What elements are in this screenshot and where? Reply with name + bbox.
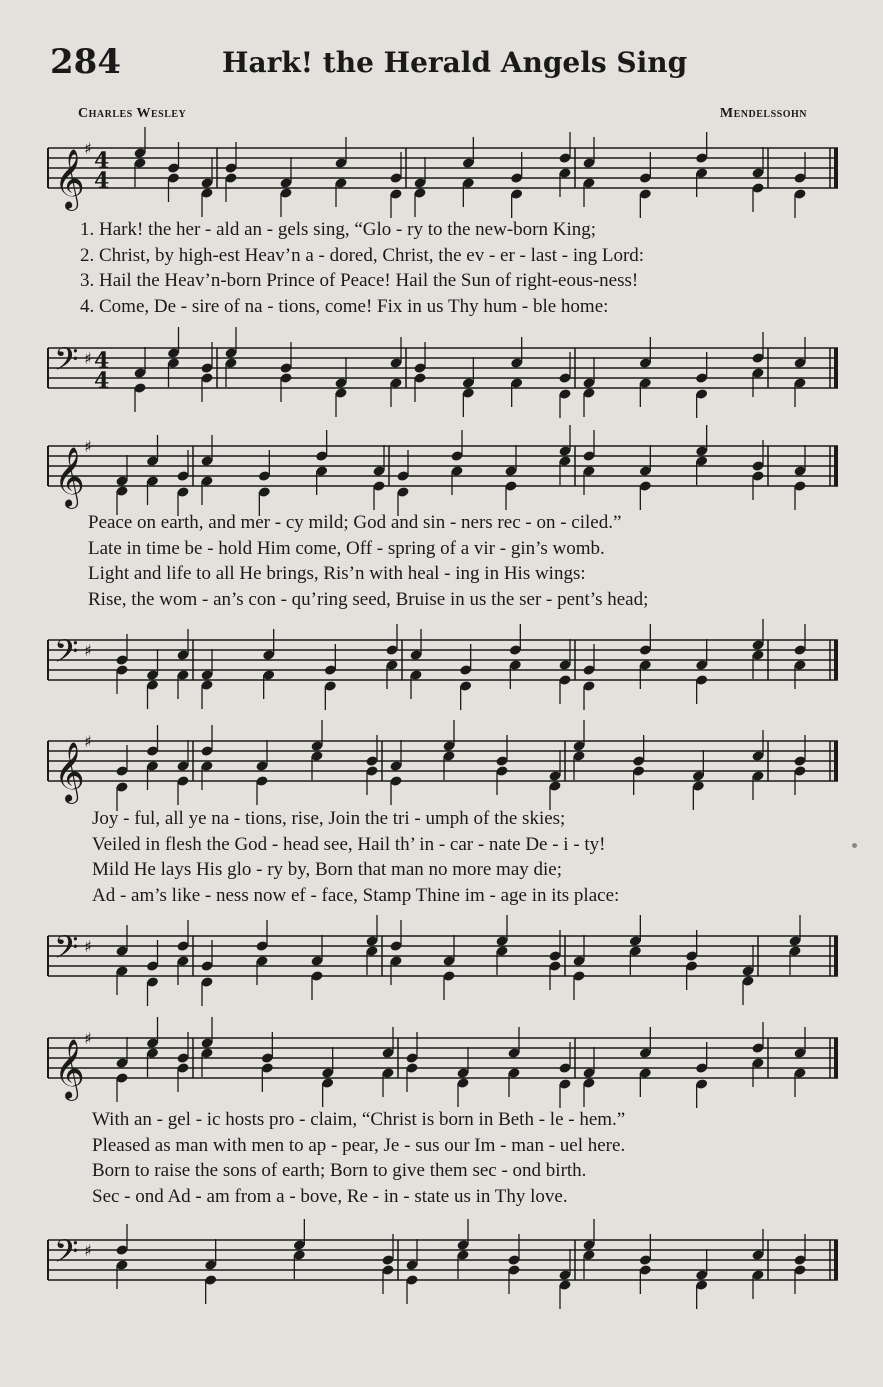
lyric-line: Pleased as man with men to ap - pear, Je - sus our Im - man - uel here. xyxy=(92,1134,626,1156)
staff-lines xyxy=(48,1240,838,1280)
music-credit: Mendelssohn xyxy=(719,106,807,121)
bass-staff-system-3 xyxy=(0,918,883,998)
lyric-line: 2. Christ, by high-est Heav’n a - dored, Christ, the ev - er - last - ing Lord: xyxy=(80,244,645,266)
staff-lines xyxy=(48,148,838,188)
treble-clef-icon: 𝄞 xyxy=(54,149,85,209)
staff-lines xyxy=(48,1038,838,1078)
staff-lines xyxy=(48,741,838,781)
sharp-icon: ♯ xyxy=(84,437,92,456)
lyric-line: Late in time be - hold Him come, Off - spring of a vir - gin’s womb. xyxy=(88,537,605,559)
lyric-line: With an - gel - ic hosts pro - claim, “Christ is born in Beth - le - hem.” xyxy=(92,1109,626,1130)
sharp-icon: ♯ xyxy=(84,937,92,956)
treble-clef-icon: 𝄞 xyxy=(54,742,85,802)
sharp-icon: ♯ xyxy=(84,1029,92,1048)
bass-clef-icon: 𝄢 xyxy=(54,633,79,677)
hymn-title: Hark! the Herald Angels Sing xyxy=(222,46,688,79)
sharp-icon: ♯ xyxy=(84,641,92,660)
lyric-line: 1. Hark! the her - ald an - gels sing, “Glo - ry to the new-born King; xyxy=(80,219,597,240)
bass-staff-system-4 xyxy=(0,1222,883,1302)
staff-lines xyxy=(48,446,838,486)
lyric-line: Ad - am’s like - ness now ef - face, Stamp Thine im - age in its place: xyxy=(92,884,620,906)
lyric-line: Rise, the wom - an’s con - qu’ring seed, Bruise in us the ser - pent’s head; xyxy=(88,588,649,610)
treble-clef-icon: 𝄞 xyxy=(54,1039,85,1099)
page-smudge xyxy=(852,843,857,848)
sharp-icon: ♯ xyxy=(84,1241,92,1260)
staff-lines xyxy=(48,936,838,976)
treble-staff-system-3 xyxy=(0,733,883,803)
staff-lines xyxy=(48,348,838,388)
sharp-icon: ♯ xyxy=(84,139,92,158)
time-signature-top: 4 xyxy=(94,148,110,174)
lyric-line: 4. Come, De - sire of na - tions, come! Fix in us Thy hum - ble home: xyxy=(80,295,609,317)
bass-clef-icon: 𝄢 xyxy=(54,341,79,385)
lyric-line: Sec - ond Ad - am from a - bove, Re - in - state us in Thy love. xyxy=(92,1185,568,1207)
time-signature-top: 4 xyxy=(94,348,110,374)
bass-clef-icon: 𝄢 xyxy=(54,1233,79,1277)
lyric-line: Peace on earth, and mer - cy mild; God and sin - ners rec - on - ciled.” xyxy=(88,512,622,533)
bass-staff-system-1 xyxy=(0,330,883,410)
lyric-line: Light and life to all He brings, Ris’n with heal - ing in His wings: xyxy=(88,563,586,584)
treble-staff-system-1 xyxy=(0,140,883,210)
staff-lines xyxy=(48,640,838,680)
sharp-icon: ♯ xyxy=(84,349,92,368)
words-credit: Charles Wesley xyxy=(78,106,187,121)
lyrics-system-4 xyxy=(92,1107,625,1209)
lyrics-system-1 xyxy=(80,217,644,319)
bass-staff-system-2 xyxy=(0,622,883,702)
treble-staff-system-2 xyxy=(0,438,883,508)
lyric-line: Joy - ful, all ye na - tions, rise, Join the tri - umph of the skies; xyxy=(92,808,566,829)
bass-clef-icon: 𝄢 xyxy=(54,929,79,973)
time-signature-bottom: 4 xyxy=(94,168,110,194)
treble-staff-system-4 xyxy=(0,1030,883,1100)
treble-clef-icon: 𝄞 xyxy=(54,447,85,507)
lyric-line: Born to raise the sons of earth; Born to give them sec - ond birth. xyxy=(92,1160,587,1181)
lyrics-system-2 xyxy=(88,510,648,612)
sharp-icon: ♯ xyxy=(84,732,92,751)
lyrics-system-3 xyxy=(92,806,619,908)
lyric-line: Mild He lays His glo - ry by, Born that man no more may die; xyxy=(92,859,562,880)
lyric-line: 3. Hail the Heav’n-born Prince of Peace! Hail the Sun of right-eous-ness! xyxy=(80,270,639,291)
hymn-number: 284 xyxy=(50,42,121,82)
lyric-line: Veiled in flesh the God - head see, Hail th’ in - car - nate De - i - ty! xyxy=(92,833,606,855)
time-signature-bottom: 4 xyxy=(94,368,110,394)
